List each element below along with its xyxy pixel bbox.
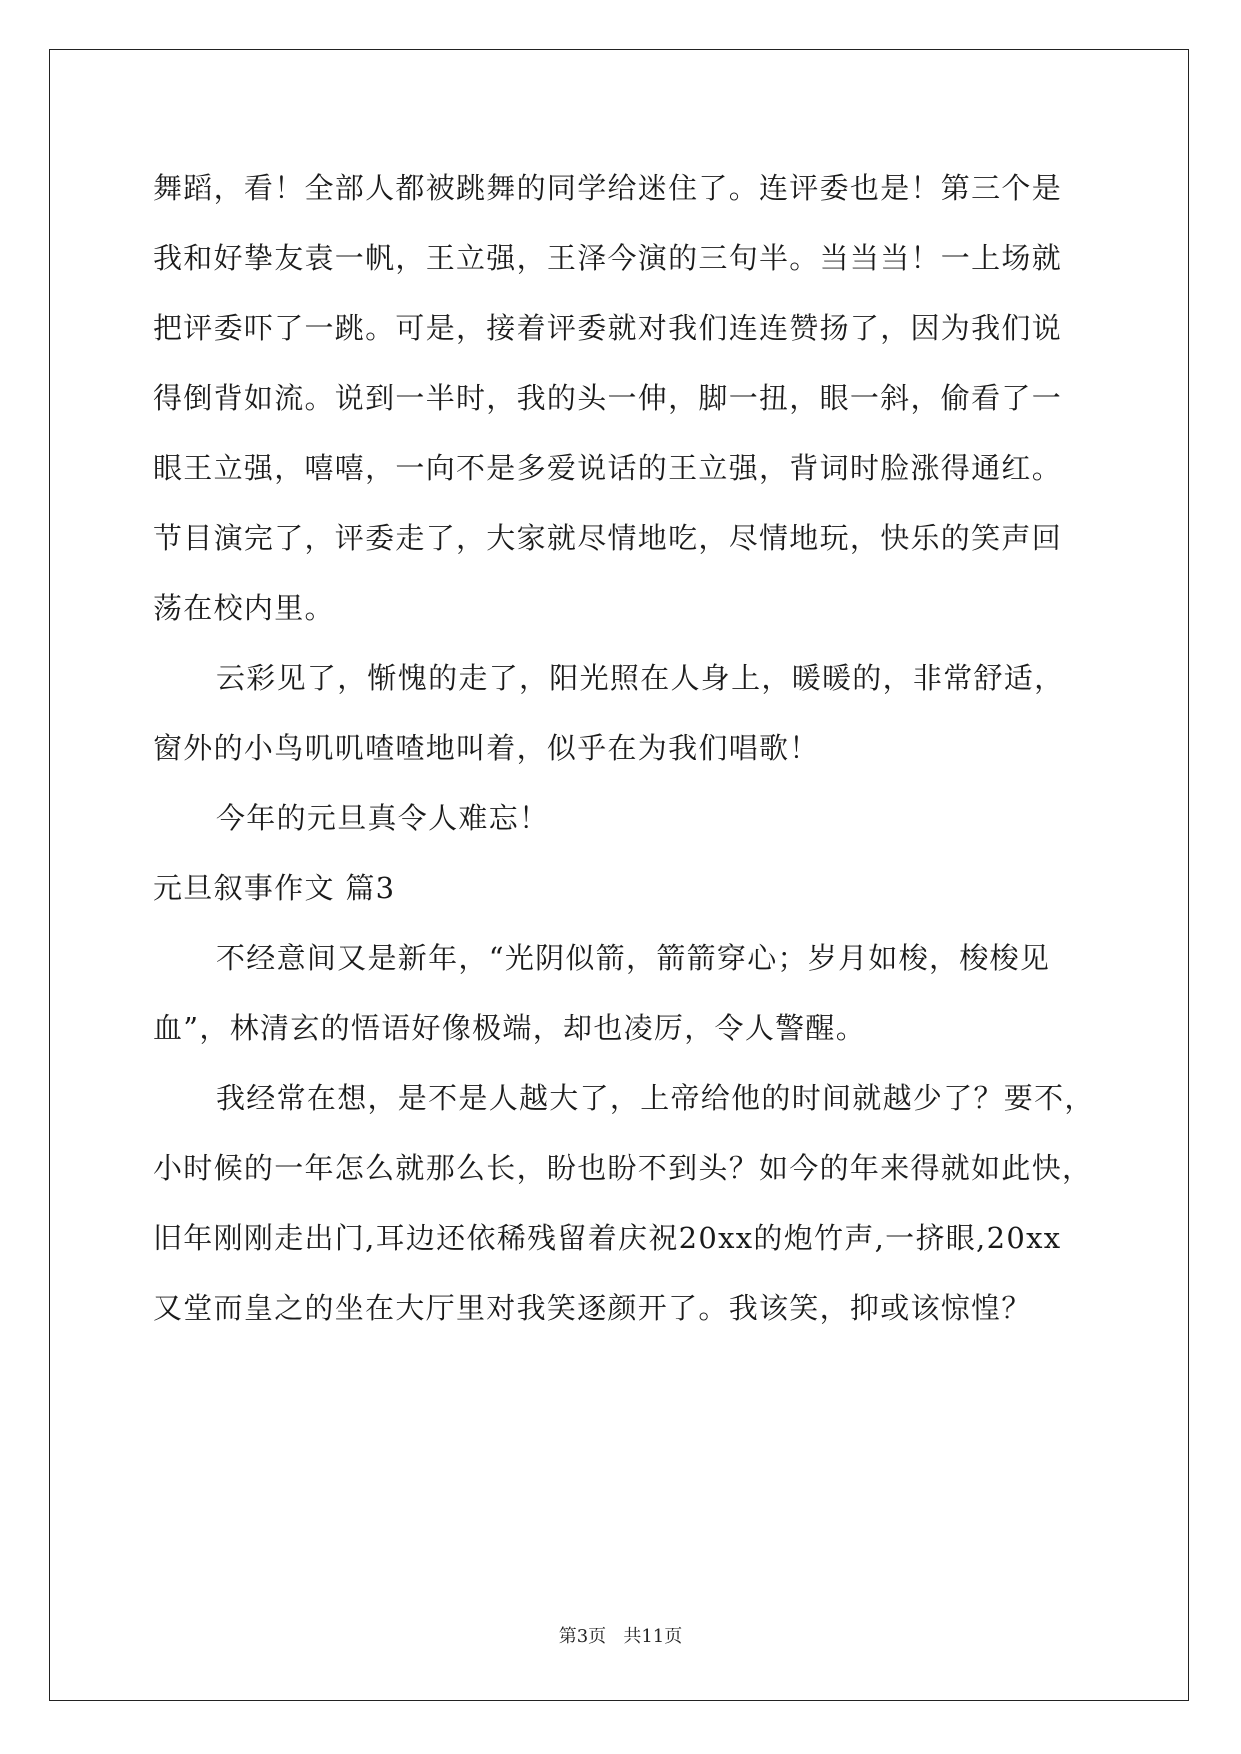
paragraph-line: 不经意间又是新年，“光阴似箭，箭箭穿心；岁月如梭，梭梭见 — [216, 941, 1051, 975]
paragraph-line: 眼王立强，嘻嘻，一向不是多爱说话的王立强，背词时脸涨得通红。 — [153, 451, 1063, 485]
paragraph-line: 荡在校内里。 — [153, 591, 335, 625]
paragraph-line: 我经常在想，是不是人越大了，上帝给他的时间就越少了？要不， — [216, 1081, 1095, 1115]
paragraph-line: 得倒背如流。说到一半时，我的头一伸，脚一扭，眼一斜，偷看了一 — [153, 381, 1063, 415]
paragraph-line: 血”，林清玄的悟语好像极端，却也凌厉，令人警醒。 — [153, 1011, 867, 1045]
paragraph-line: 今年的元旦真令人难忘！ — [216, 801, 550, 835]
paragraph-line: 把评委吓了一跳。可是，接着评委就对我们连连赞扬了，因为我们说 — [153, 311, 1063, 345]
paragraph-line: 又堂而皇之的坐在大厅里对我笑逐颜开了。我该笑，抑或该惊惶？ — [153, 1291, 1032, 1325]
paragraph-line: 小时候的一年怎么就那么长，盼也盼不到头？如今的年来得就如此快， — [153, 1151, 1093, 1185]
paragraph-line: 舞蹈，看！全部人都被跳舞的同学给迷住了。连评委也是！第三个是 — [153, 171, 1063, 205]
page-footer — [0, 1625, 1241, 1649]
page-total: 共11页 — [623, 1626, 683, 1647]
paragraph-line: 节目演完了，评委走了，大家就尽情地吃，尽情地玩，快乐的笑声回 — [153, 521, 1063, 555]
paragraph-line: 旧年刚刚走出门,耳边还依稀残留着庆祝20xx的炮竹声,一挤眼,20xx — [153, 1221, 1062, 1255]
page-number: 第3页 — [558, 1626, 607, 1647]
paragraph-line: 我和好挚友袁一帆，王立强，王泽今演的三句半。当当当！一上场就 — [153, 241, 1063, 275]
paragraph-line: 云彩见了，惭愧的走了，阳光照在人身上，暖暖的，非常舒适， — [216, 661, 1065, 695]
paragraph-line: 窗外的小鸟叽叽喳喳地叫着，似乎在为我们唱歌！ — [153, 731, 820, 765]
section-heading: 元旦叙事作文 篇3 — [153, 871, 396, 905]
